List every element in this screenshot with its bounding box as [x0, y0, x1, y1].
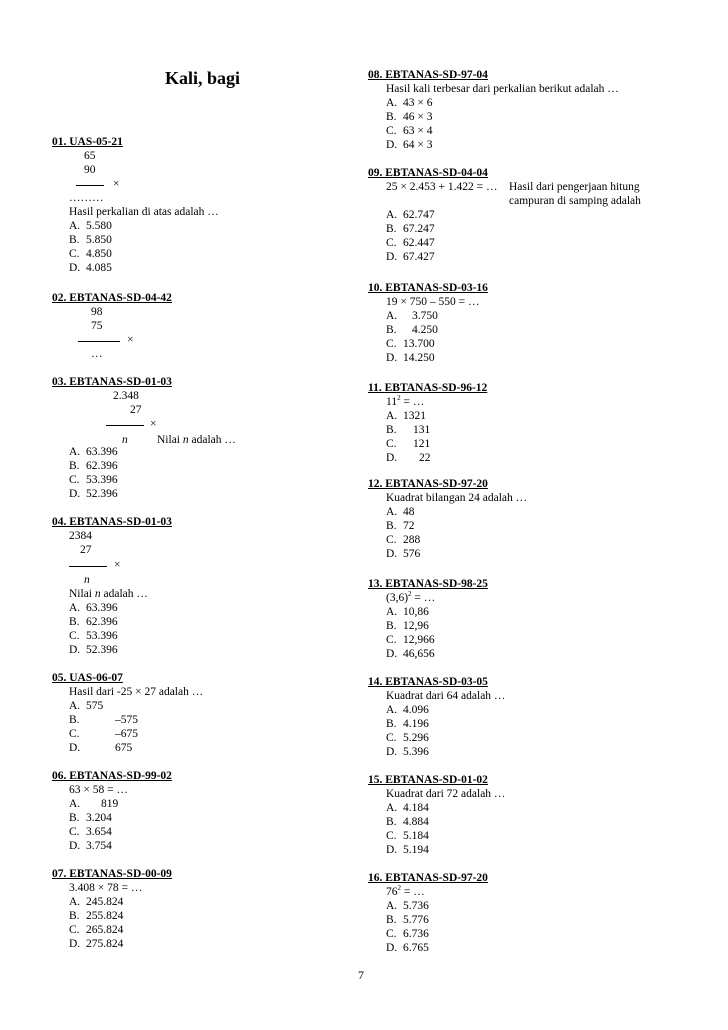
question-05-header: 05. UAS-06-07	[52, 672, 123, 684]
q11-question-text: $11^2$ = …	[386, 394, 425, 408]
q08-option: B. 46 × 3	[386, 111, 433, 123]
q06-question-text: 63 × 58 = …	[69, 784, 128, 796]
q13-option: C. 12,966	[386, 634, 435, 646]
q04-result-n: n	[84, 574, 90, 586]
q05-option: A. 575	[69, 700, 104, 712]
q06-option: A. 819	[69, 798, 119, 810]
q01-result-dots: ………	[69, 192, 104, 204]
q07-option: D. 275.824	[69, 938, 124, 950]
q09-option: A. 62.747	[386, 209, 435, 221]
question-16-header: 16. EBTANAS-SD-97-20	[368, 872, 488, 884]
q01-operand-2: 90	[84, 164, 96, 176]
q06-option: B. 3.204	[69, 812, 112, 824]
question-01-header: 01. UAS-05-21	[52, 136, 123, 148]
q05-question-text: Hasil dari -25 × 27 adalah …	[69, 686, 204, 698]
q09-side-text-2: campuran di samping adalah	[509, 195, 641, 207]
q15-question-text: Kuadrat dari 72 adalah …	[386, 788, 506, 800]
q10-option: A. 3.750	[386, 310, 438, 322]
q04-question-text: Nilai n adalah …	[69, 588, 148, 600]
q09-side-text-1: Hasil dari pengerjaan hitung	[509, 181, 640, 193]
question-10-header: 10. EBTANAS-SD-03-16	[368, 282, 488, 294]
q05-option: C. –675	[69, 728, 138, 740]
q08-question-text: Hasil kali terbesar dari perkalian berikut adalah …	[386, 83, 619, 95]
q11-option: A. 1321	[386, 410, 426, 422]
q04-multiply-sign: ×	[114, 559, 121, 571]
q02-multiply-sign: ×	[127, 334, 134, 346]
q03-sum-line	[106, 425, 144, 426]
q03-multiply-sign: ×	[150, 418, 157, 430]
q09-option: C. 62.447	[386, 237, 435, 249]
q03-option: D. 52.396	[69, 488, 118, 500]
q01-option: D. 4.085	[69, 262, 112, 274]
q09-question-text: 25 × 2.453 + 1.422 = …	[386, 181, 498, 193]
q03-result-n: n	[122, 434, 128, 446]
q12-option: A. 48	[386, 506, 415, 518]
q03-operand-2: 27	[130, 404, 142, 416]
q04-operand-2: 27	[80, 544, 92, 556]
q15-option: A. 4.184	[386, 802, 429, 814]
q14-question-text: Kuadrat dari 64 adalah …	[386, 690, 506, 702]
q16-question-text: $76^2$ = …	[386, 884, 425, 898]
q16-option: D. 6.765	[386, 942, 429, 954]
q04-operand-1: 2384	[69, 530, 92, 542]
q12-option: B. 72	[386, 520, 415, 532]
q06-option: D. 3.754	[69, 840, 112, 852]
q15-option: D. 5.194	[386, 844, 429, 856]
q13-question-text: $(3,6)^2$ = …	[386, 590, 436, 604]
q12-option: D. 576	[386, 548, 421, 560]
q09-option: D. 67.427	[386, 251, 435, 263]
q14-option: D. 5.396	[386, 746, 429, 758]
q07-option: B. 255.824	[69, 910, 124, 922]
q01-multiply-sign: ×	[113, 178, 120, 190]
q02-operand-2: 75	[91, 320, 103, 332]
page-title: Kali, bagi	[165, 68, 241, 88]
question-12-header: 12. EBTANAS-SD-97-20	[368, 478, 488, 490]
q06-option: C. 3.654	[69, 826, 112, 838]
q08-option: A. 43 × 6	[386, 97, 433, 109]
q10-option: C. 13.700	[386, 338, 435, 350]
question-13-header: 13. EBTANAS-SD-98-25	[368, 578, 488, 590]
question-03-header: 03. EBTANAS-SD-01-03	[52, 376, 172, 388]
q04-option: A. 63.396	[69, 602, 118, 614]
q03-question-text: Nilai n adalah …	[157, 434, 236, 446]
q03-operand-1: 2.348	[113, 390, 139, 402]
question-07-header: 07. EBTANAS-SD-00-09	[52, 868, 172, 880]
q10-question-text: 19 × 750 – 550 = …	[386, 296, 480, 308]
q08-option: C. 63 × 4	[386, 125, 433, 137]
question-11-header: 11. EBTANAS-SD-96-12	[368, 382, 488, 394]
q01-option: C. 4.850	[69, 248, 112, 260]
q01-option: B. 5.850	[69, 234, 112, 246]
q07-question-text: 3.408 × 78 = …	[69, 882, 143, 894]
q04-option: D. 52.396	[69, 644, 118, 656]
q02-sum-line	[78, 341, 120, 342]
question-15-header: 15. EBTANAS-SD-01-02	[368, 774, 488, 786]
q01-option: A. 5.580	[69, 220, 112, 232]
question-14-header: 14. EBTANAS-SD-03-05	[368, 676, 488, 688]
q11-option: C. 121	[386, 438, 431, 450]
q12-question-text: Kuadrat bilangan 24 adalah …	[386, 492, 528, 504]
q16-option: A. 5.736	[386, 900, 429, 912]
q09-option: B. 67.247	[386, 223, 435, 235]
q14-option: B. 4.196	[386, 718, 429, 730]
q07-option: C. 265.824	[69, 924, 124, 936]
question-04-header: 04. EBTANAS-SD-01-03	[52, 516, 172, 528]
q11-option: D. 22	[386, 452, 431, 464]
q16-option: C. 6.736	[386, 928, 429, 940]
q10-option: D. 14.250	[386, 352, 435, 364]
q15-option: B. 4.884	[386, 816, 429, 828]
q05-option: B. –575	[69, 714, 138, 726]
question-02-header: 02. EBTANAS-SD-04-42	[52, 292, 172, 304]
q11-option: B. 131	[386, 424, 431, 436]
q13-option: B. 12,96	[386, 620, 429, 632]
q05-option: D. 675	[69, 742, 133, 754]
q03-option: A. 63.396	[69, 446, 118, 458]
q02-result-dots: …	[91, 348, 103, 360]
q14-option: A. 4.096	[386, 704, 429, 716]
q08-option: D. 64 × 3	[386, 139, 433, 151]
q03-option: C. 53.396	[69, 474, 118, 486]
q01-question-text: Hasil perkalian di atas adalah …	[69, 206, 219, 218]
q04-option: C. 53.396	[69, 630, 118, 642]
q04-option: B. 62.396	[69, 616, 118, 628]
q03-option: B. 62.396	[69, 460, 118, 472]
q14-option: C. 5.296	[386, 732, 429, 744]
page-number: 7	[358, 968, 364, 982]
q01-operand-1: 65	[84, 150, 96, 162]
question-08-header: 08. EBTANAS-SD-97-04	[368, 69, 488, 81]
question-09-header: 09. EBTANAS-SD-04-04	[368, 167, 488, 179]
q10-option: B. 4.250	[386, 324, 438, 336]
question-06-header: 06. EBTANAS-SD-99-02	[52, 770, 172, 782]
q04-sum-line	[69, 566, 107, 567]
q02-operand-1: 98	[91, 306, 103, 318]
q16-option: B. 5.776	[386, 914, 429, 926]
q13-option: D. 46,656	[386, 648, 435, 660]
q12-option: C. 288	[386, 534, 421, 546]
q13-option: A. 10,86	[386, 606, 429, 618]
q07-option: A. 245.824	[69, 896, 124, 908]
q15-option: C. 5.184	[386, 830, 429, 842]
q01-sum-line	[76, 185, 104, 186]
